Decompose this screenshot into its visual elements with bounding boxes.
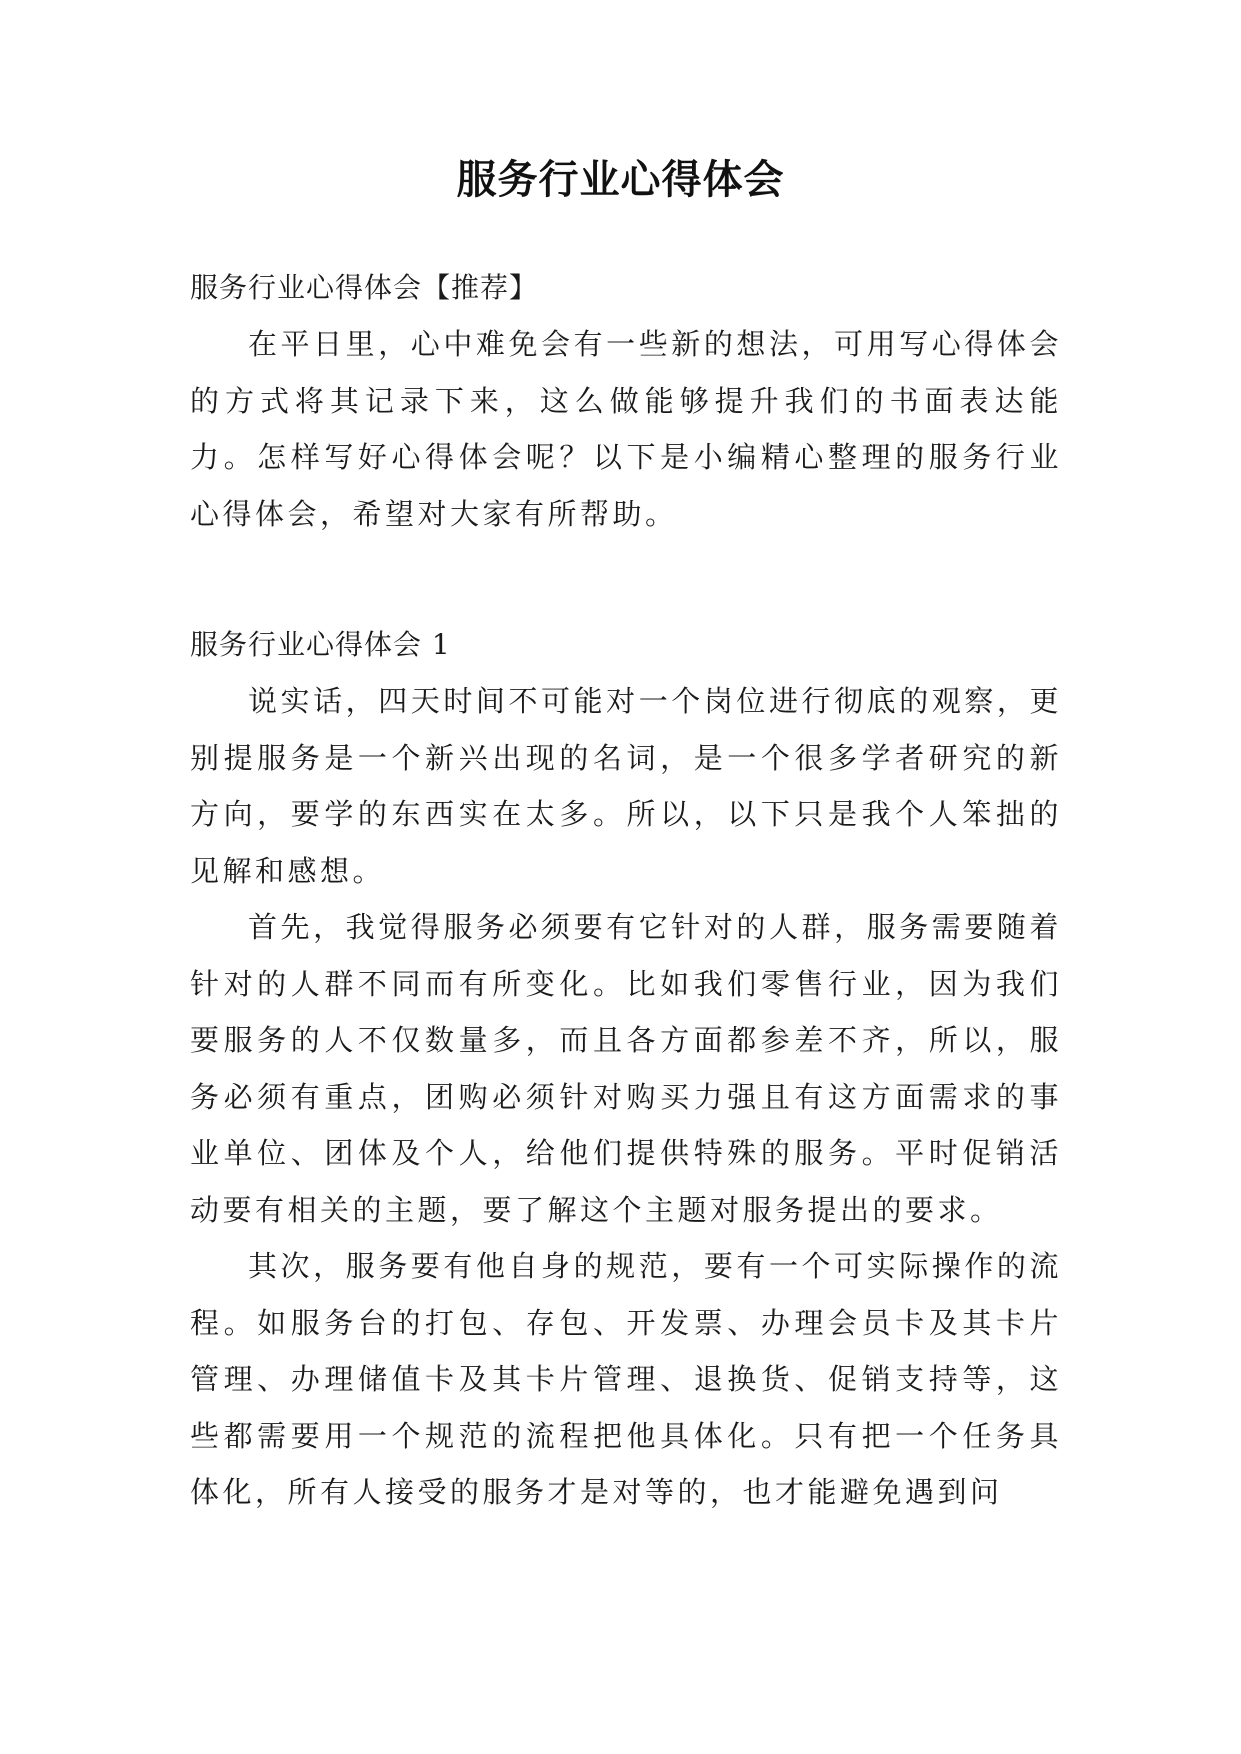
intro-paragraph: 在平日里，心中难免会有一些新的想法，可用写心得体会的方式将其记录下来，这么做能够提升我们的书面表达能力。怎样写好心得体会呢？以下是小编精心整理的服务行业心得体会，希望对大家有所帮助。 bbox=[190, 327, 1062, 531]
section-1-paragraph-3: 其次，服务要有他自身的规范，要有一个可实际操作的流程。如服务台的打包、存包、开发票、办理会员卡及其卡片管理、办理储值卡及其卡片管理、退换货、促销支持等，这些都需要用一个规范的流程把他具体化。只有把一个任务具体化，所有人接受的服务才是对等的，也才能避免遇到问 bbox=[190, 1249, 1062, 1509]
document-title: 服务行业心得体会 bbox=[456, 157, 785, 203]
section-1-heading: 服务行业心得体会 1 bbox=[190, 628, 451, 661]
section-spacer bbox=[190, 542, 1062, 617]
document-body bbox=[190, 260, 1062, 1521]
intro-heading: 服务行业心得体会【推荐】 bbox=[190, 271, 539, 304]
section-1-paragraph-1: 说实话，四天时间不可能对一个岗位进行彻底的观察，更别提服务是一个新兴出现的名词，是一个很多学者研究的新方向，要学的东西实在太多。所以，以下只是我个人笨拙的见解和感想。 bbox=[190, 684, 1062, 888]
section-1-paragraph-2: 首先，我觉得服务必须要有它针对的人群，服务需要随着针对的人群不同而有所变化。比如我们零售行业，因为我们要服务的人不仅数量多，而且各方面都参差不齐，所以，服务必须有重点，团购必须针对购买力强且有这方面需求的事业单位、团体及个人，给他们提供特殊的服务。平时促销活动要有相关的主题，要了解这个主题对服务提出的要求。 bbox=[190, 910, 1062, 1227]
